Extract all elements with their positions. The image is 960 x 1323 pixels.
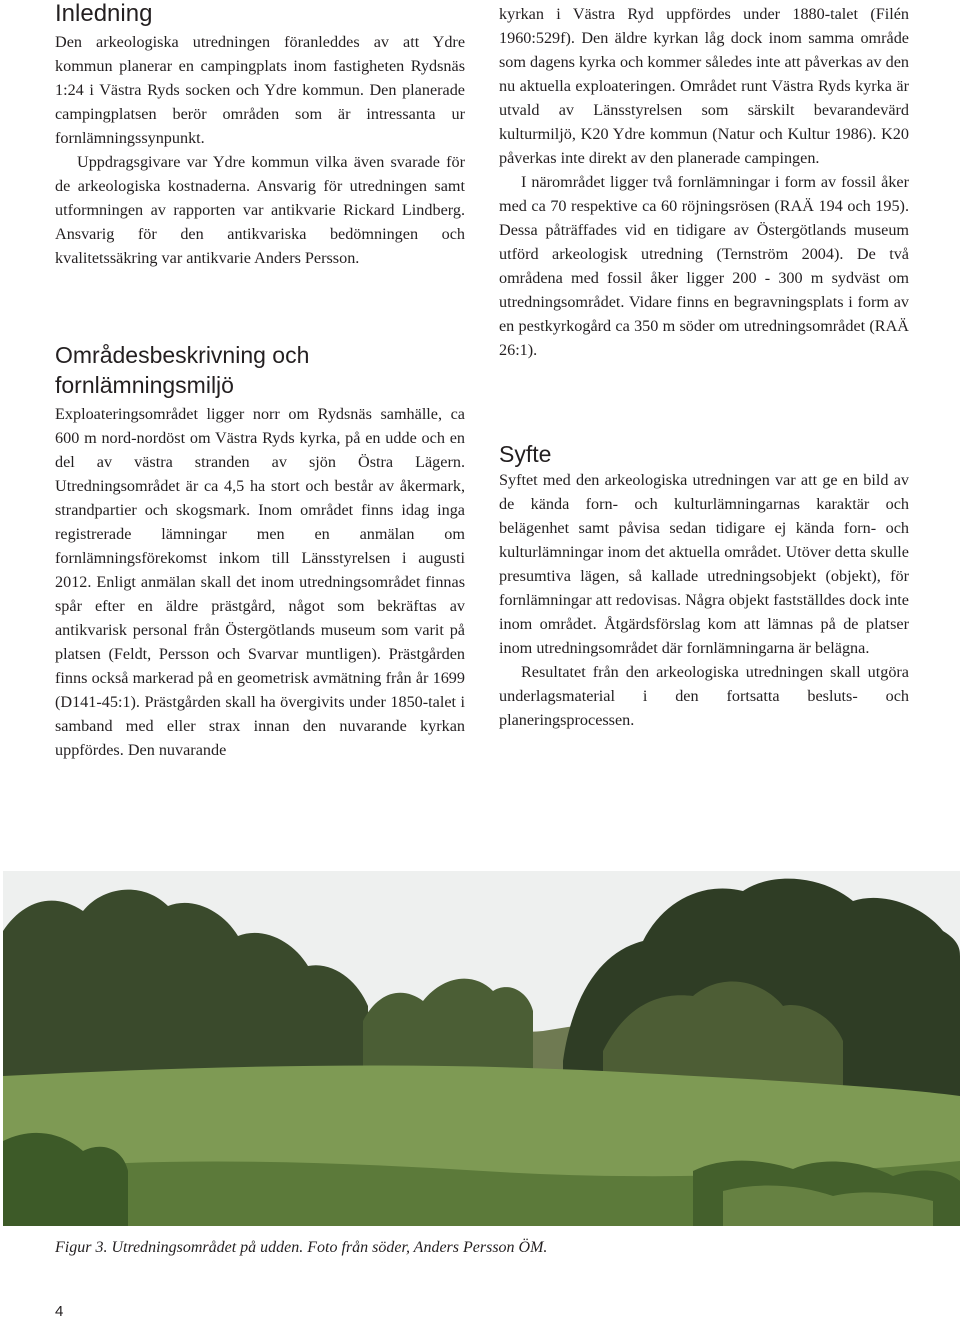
syfte-paragraph-2: Resultatet från den arkeologiska utredningen skall utgöra underlagsmaterial i den fortsatta besluts- och planeringsprocessen. — [499, 663, 909, 729]
page-number: 4 — [55, 1303, 64, 1320]
landscape-photo-drawing — [3, 871, 960, 1226]
landscape-photo — [3, 871, 960, 1226]
inledning-paragraph-1: Den arkeologiska utredningen föranleddes av att Ydre kommun planerar en campingplats inom fastigheten Rydsnäs 1:24 i Västra Ryds socken och Ydre kommun. Den planerade campingplatsen berör områden som är intressanta ur fornlämningssynpunkt. — [55, 33, 465, 147]
right-column — [499, 0, 909, 732]
heading-syfte: Syfte — [499, 441, 552, 467]
figure-caption: Figur 3. Utredningsområdet på udden. Foto från söder, Anders Persson ÖM. — [55, 1239, 548, 1256]
left-column — [55, 0, 465, 762]
inledning-paragraph-2: Uppdragsgivare var Ydre kommun vilka även svarade för de arkeologiska kostnaderna. Ansvarig för utredningen samt utformningen av rapporten var antikvarie Rickard Lindberg. Ansvarig för den antikvariska bedömningen och kvalitetssäkring var antikvarie Anders Persson. — [55, 153, 465, 267]
heading-inledning: Inledning — [55, 0, 153, 27]
heading-omradesbeskrivning: Områdesbeskrivning och fornlämningsmiljö — [55, 342, 310, 398]
continuation-paragraph-2: I närområdet ligger två fornlämningar i form av fossil åker med ca 70 respektive ca 60 röjningsrösen (RAÄ 194 och 195). Dessa påträffades vid en tidigare av Östergötlands museum utförd arkeologisk utredning (Ternström 2004). De två områdena med fossil åker ligger 200 - 300 m sydväst om utredningsområdet. Vidare finns en begravningsplats i form av en pestkyrkogård ca 350 m söder om utredningsområdet (RAÄ 26:1). — [499, 173, 909, 359]
omradesbeskrivning-paragraph-1: Exploateringsområdet ligger norr om Rydsnäs samhälle, ca 600 m nord-nordöst om Västra Ryds kyrka, på en udde och en del av västra stranden av sjön Östra Lägern. Utredningsområdet är ca 4,5 ha stort och består av åkermark, strandpartier och skogsmark. Inom området finns idag inga registrerade lämningar men en anmälan om fornlämningsförekomst inkom till Länsstyrelsen i augusti 2012. Enligt anmälan skall det inom utredningsområdet finnas spår efter en äldre prästgård, något som bekräftas av antikvarisk personal från Östergötlands museum som varit på platsen (Feldt, Persson och Svarvar muntligen). Prästgården finns också markerad på en geometrisk avmätning från år 1699 (D141-45:1). Prästgården skall ha övergivits under 1850-talet i samband med eller strax innan den nuvarande kyrkan uppfördes. Den nuvarande — [55, 405, 465, 759]
syfte-paragraph-1: Syftet med den arkeologiska utredningen var att ge en bild av de kända forn- och kulturlämningarnas karaktär och belägenhet samt påvisa sedan tidigare ej kända forn- och kulturlämningar inom det aktuella området. Utöver detta skulle presumtiva lägen, så kallade utredningsobjekt (objekt), för fornlämningar att redovisas. Några objekt fastställdes dock inte inom området. Åtgärdsförslag kom att lämnas på de platser inom utredningsområdet där fornlämningarna är belägna. — [499, 471, 909, 657]
continuation-paragraph-1: kyrkan i Västra Ryd uppfördes under 1880-talet (Filén 1960:529f). Den äldre kyrkan låg dock inom samma område som dagens kyrka och kommer således inte att påverkas av den nu aktuella exploateringen. Området runt Västra Ryds kyrka är utvald av Länsstyrelsen som särskilt bevarandevärd kulturmiljö, K20 Ydre kommun (Natur och Kultur 1986). K20 påverkas inte direkt av den planerade campingen. — [499, 5, 909, 167]
